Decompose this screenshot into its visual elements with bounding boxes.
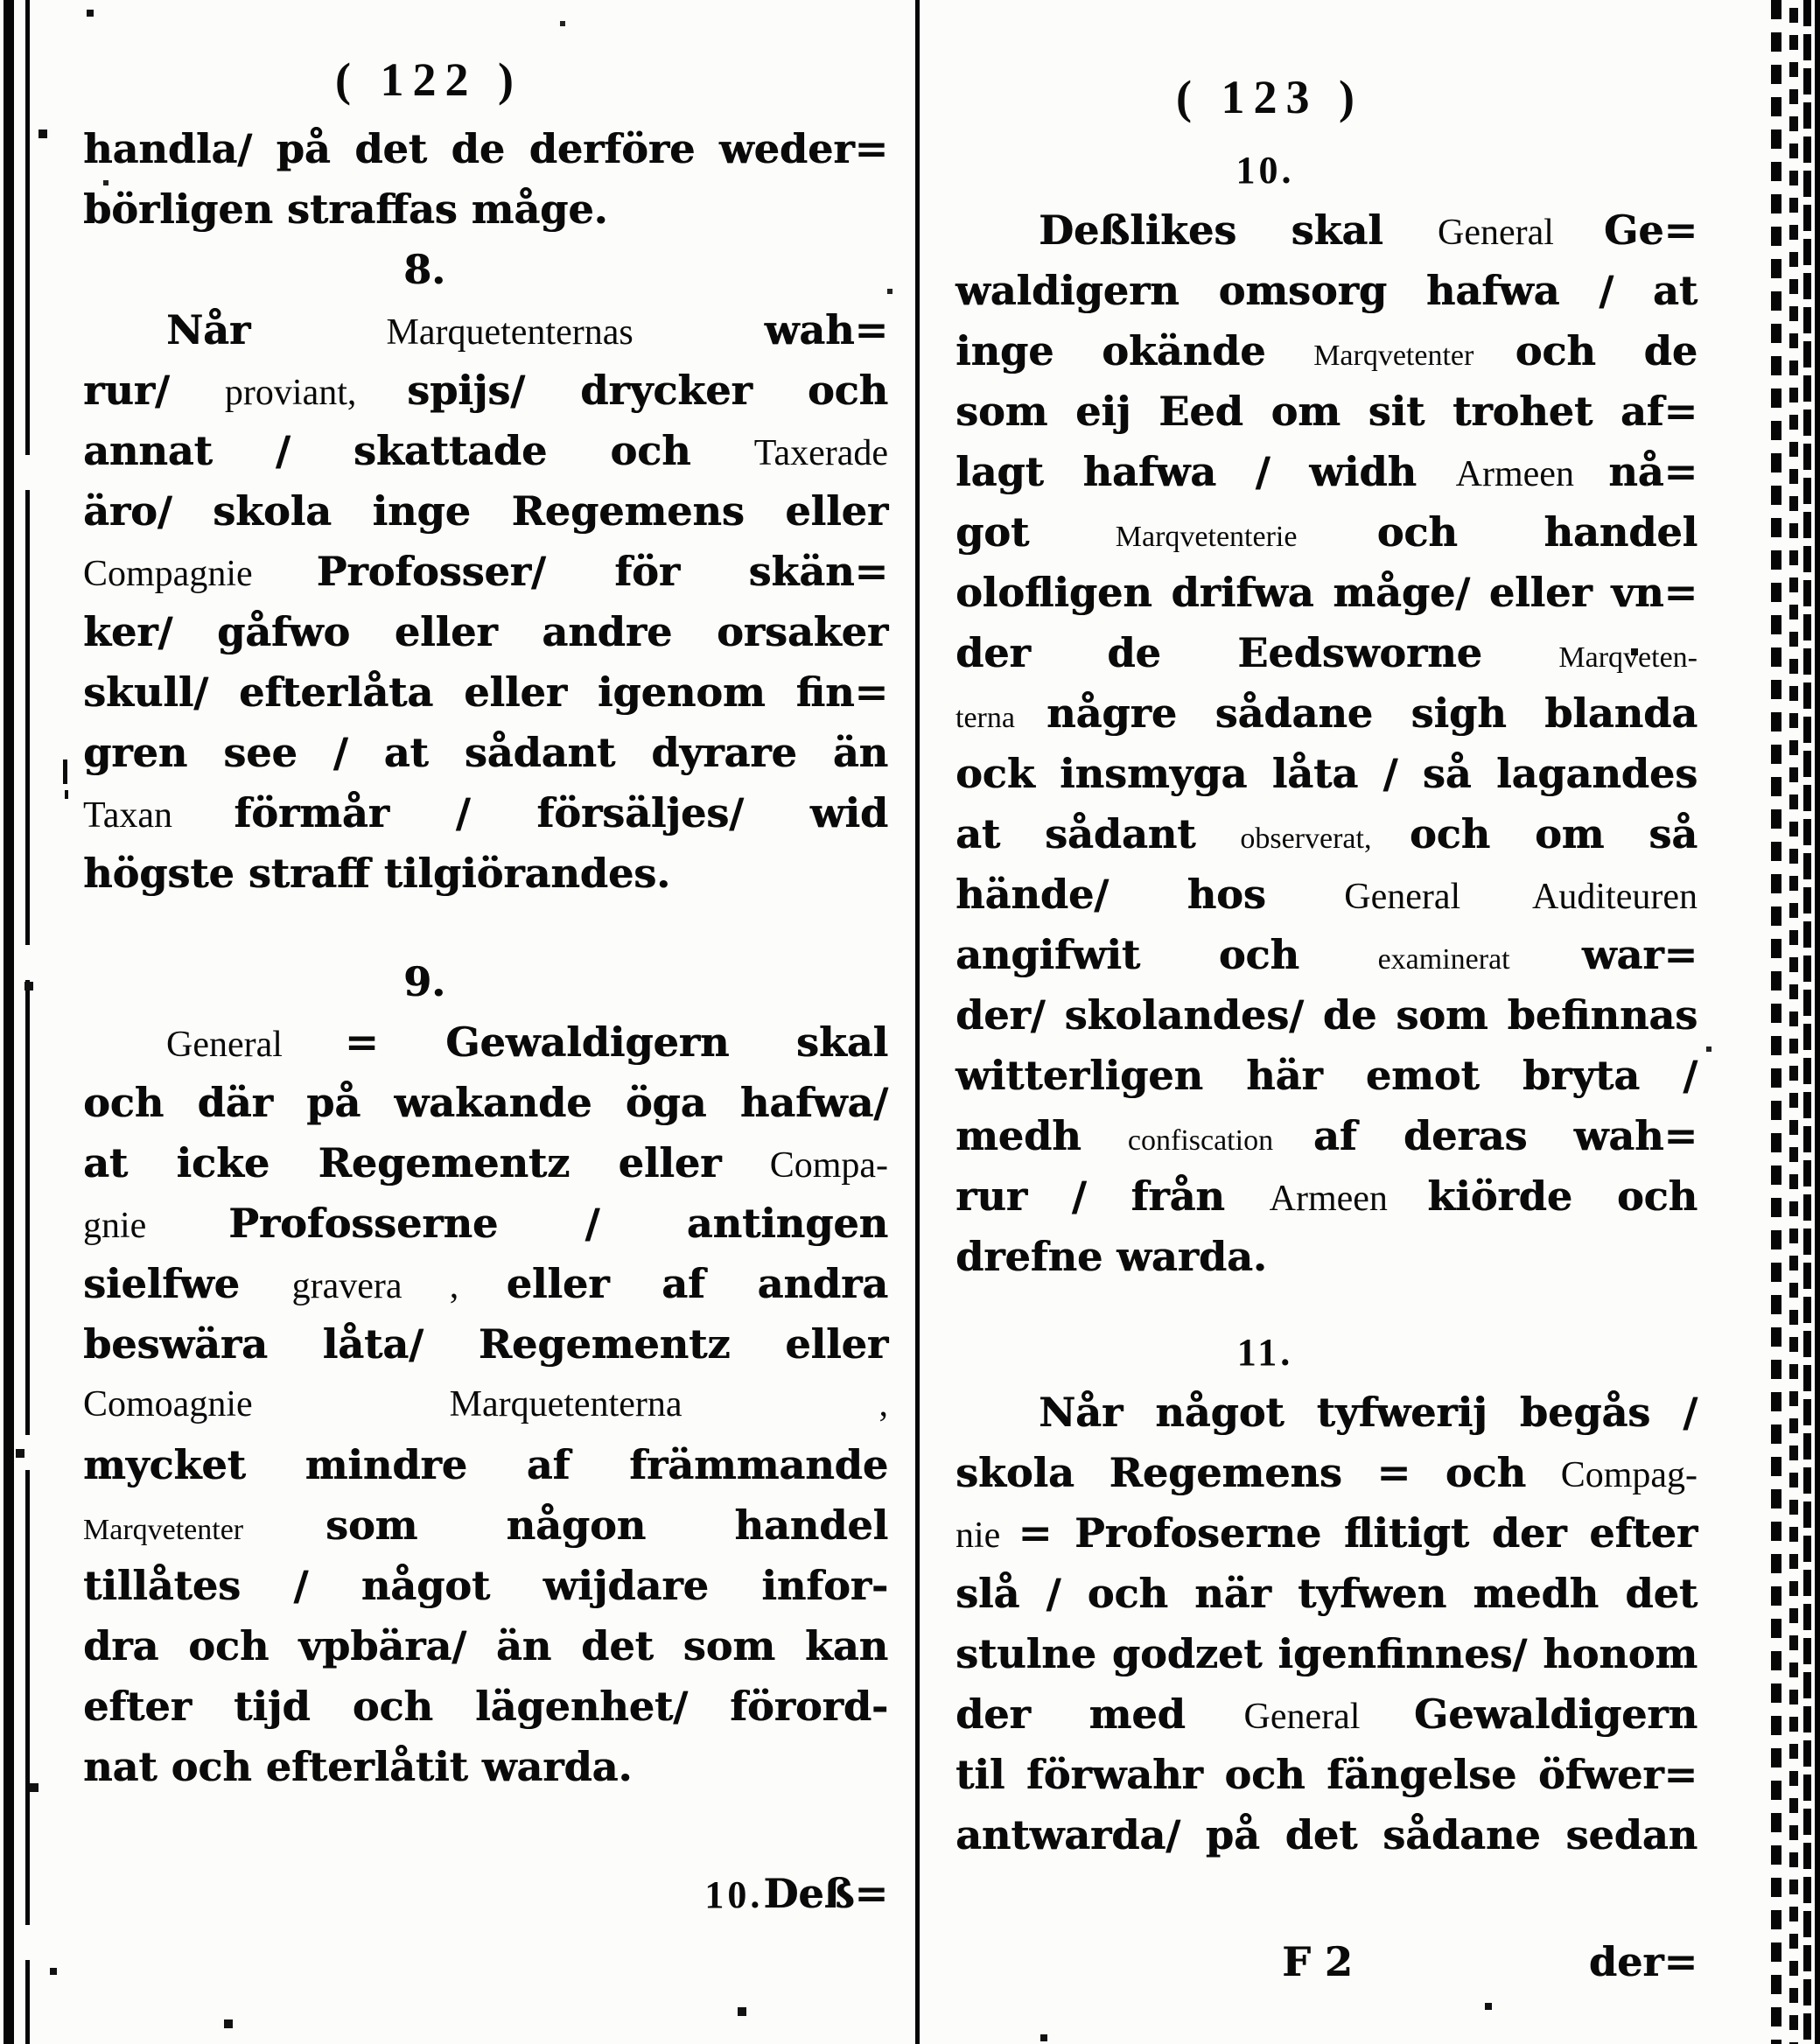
- text-line: [83, 783, 888, 844]
- text-line: [22, 240, 827, 300]
- scan-edge-noise: [1803, 0, 1811, 2044]
- text-line: [83, 1314, 888, 1375]
- text-segment: examinerat: [1377, 943, 1582, 976]
- text-line: [83, 1012, 888, 1073]
- text-line: [956, 1624, 1698, 1684]
- text-line: [956, 1166, 1698, 1227]
- text-segment: witterligen här emot bryta /: [956, 1052, 1698, 1099]
- text-line: [956, 1443, 1698, 1503]
- text-segment: Når något tyfwerij begås /: [1039, 1389, 1698, 1436]
- text-line: [83, 1073, 888, 1133]
- text-segment: förmår / försäljes/ wid: [234, 789, 888, 836]
- text-line: [83, 542, 888, 602]
- text-line: [956, 925, 1698, 985]
- text-line: [956, 200, 1698, 261]
- text-segment: nie: [956, 1516, 1018, 1556]
- text-line: [956, 261, 1698, 321]
- text-segment: rur / från: [956, 1172, 1270, 1220]
- text-segment: eller af andra: [506, 1260, 889, 1307]
- text-segment: stulne godzet igenfinnes/ honom: [956, 1630, 1698, 1677]
- text-line: [83, 1254, 888, 1314]
- text-line: [956, 563, 1698, 623]
- text-line: [956, 1382, 1698, 1443]
- text-line: [83, 1676, 888, 1737]
- text-segment: och handel: [1376, 508, 1698, 556]
- text-segment: nå=: [1608, 448, 1698, 495]
- text-segment: 8.: [402, 246, 446, 293]
- scan-edge-line: [25, 0, 30, 2044]
- text-segment: gravera ,: [291, 1266, 507, 1306]
- text-line: [22, 952, 827, 1012]
- scan-edge-line: [1815, 0, 1820, 2044]
- text-line: [83, 844, 888, 904]
- text-line: [956, 744, 1698, 804]
- text-segment: der med: [956, 1690, 1244, 1738]
- text-line: [956, 1046, 1698, 1106]
- text-segment: som någon handel: [325, 1502, 888, 1549]
- text-segment: General Auditeuren: [1344, 877, 1698, 917]
- text-line: [83, 1133, 888, 1194]
- text-segment: Marquetenternas: [386, 312, 765, 353]
- text-segment: Marqveten-: [1558, 641, 1698, 674]
- text-segment: Taxerade: [753, 433, 888, 473]
- text-line: [83, 602, 888, 662]
- text-line: [83, 1737, 888, 1797]
- text-segment: Deßlikes skal: [1039, 206, 1438, 254]
- text-segment: waldigern omsorg hafwa / at: [956, 267, 1698, 314]
- scan-speck: [65, 790, 68, 799]
- catchword: der=: [1588, 1938, 1698, 1985]
- scan-specks: [0, 0, 5, 5]
- text-segment: nat och efterlåtit warda.: [83, 1743, 633, 1790]
- text-line: [83, 723, 888, 783]
- text-line: [83, 300, 888, 360]
- page-number-right: ( 123 ): [1176, 71, 1363, 123]
- text-segment: börligen straffas måge.: [83, 186, 608, 233]
- text-line: [83, 1194, 888, 1254]
- text-segment: inge okände: [956, 327, 1314, 374]
- text-segment: högste straff tilgiörandes.: [83, 850, 671, 897]
- text-segment: handla/ på det de derföre weder=: [83, 125, 888, 172]
- catchword-row-left: [83, 1864, 888, 1924]
- text-segment: ker/ gåfwo eller andre orsaker: [83, 608, 888, 655]
- text-segment: at icke Regementz eller: [83, 1139, 770, 1186]
- text-segment: = Profoserne flitigt der efter: [1018, 1509, 1698, 1557]
- text-segment: Marqvetenterie: [1115, 521, 1377, 553]
- text-line: [83, 360, 888, 421]
- scan-speck: [63, 760, 67, 784]
- text-line: [83, 1556, 888, 1616]
- text-line: [956, 1564, 1698, 1624]
- catchword-row-right: [956, 1932, 1698, 1992]
- text-segment: skull/ efterlåta eller igenom fin=: [83, 668, 888, 716]
- text-segment: beswära låta/ Regementz eller: [83, 1320, 888, 1368]
- text-line: [956, 1503, 1698, 1564]
- scan-edge-line: [4, 0, 14, 2044]
- text-segment: at sådant: [956, 810, 1241, 858]
- text-segment: äro/ skola inge Regemens eller: [83, 487, 888, 535]
- text-segment: och där på wakande öga hafwa/: [83, 1079, 888, 1126]
- text-line: [956, 985, 1698, 1046]
- text-segment: Marqvetenter: [83, 1514, 326, 1546]
- text-segment: gnie: [83, 1206, 229, 1246]
- text-line: [83, 119, 888, 179]
- text-line: [956, 1106, 1698, 1166]
- text-segment: slå / och när tyfwen medh det: [956, 1570, 1698, 1617]
- text-segment: dra och vpbära/ än det som kan: [83, 1622, 888, 1670]
- text-line: [83, 421, 888, 481]
- text-segment: observerat,: [1240, 822, 1410, 855]
- page-123-text: [956, 140, 1698, 1866]
- text-segment: General: [166, 1025, 345, 1065]
- text-line: [956, 1227, 1698, 1287]
- text-segment: got: [956, 508, 1116, 556]
- text-line: [894, 140, 1636, 200]
- text-segment: och de: [1515, 327, 1698, 374]
- catchword-prefix: 10.: [704, 1873, 764, 1916]
- text-line: [956, 623, 1698, 683]
- text-segment: efter tijd och lägenhet/ förord-: [83, 1683, 888, 1730]
- text-segment: Compagnie: [83, 554, 317, 594]
- text-segment: Compa-: [769, 1145, 888, 1186]
- page-122: [83, 46, 888, 1924]
- text-line: [956, 1805, 1698, 1866]
- text-segment: terna: [956, 702, 1047, 734]
- text-segment: Taxan: [83, 795, 234, 836]
- text-segment: Ge=: [1603, 206, 1698, 254]
- text-segment: annat / skattade och: [83, 427, 754, 474]
- text-segment: til förwahr och fängelse öfwer=: [956, 1751, 1698, 1798]
- text-line: [894, 1322, 1636, 1382]
- text-segment: drefne warda.: [956, 1233, 1267, 1280]
- text-segment: tillåtes / något wijdare infor-: [83, 1562, 888, 1609]
- text-line: [956, 442, 1698, 502]
- text-segment: der de Eedsworne: [956, 629, 1559, 676]
- text-line: [956, 382, 1698, 442]
- text-segment: proviant,: [224, 373, 408, 413]
- text-segment: General: [1438, 213, 1604, 253]
- text-segment: wah=: [764, 306, 888, 354]
- page-divider-rule: [915, 0, 920, 2044]
- text-segment: medh: [956, 1112, 1128, 1159]
- text-segment: kiörde och: [1427, 1172, 1698, 1220]
- text-line: [956, 321, 1698, 382]
- text-segment: af deras wah=: [1312, 1112, 1698, 1159]
- text-line: [83, 1375, 888, 1435]
- text-segment: = Gewaldigern skal: [345, 1018, 888, 1066]
- text-segment: spijs/ drycker och: [407, 367, 888, 414]
- text-segment: 11.: [1236, 1331, 1294, 1374]
- text-line: [956, 804, 1698, 864]
- text-segment: Gewaldigern: [1413, 1690, 1698, 1738]
- text-line: [83, 1435, 888, 1495]
- text-segment: och om så: [1409, 810, 1698, 858]
- text-line: [83, 1616, 888, 1676]
- text-line: [83, 1495, 888, 1556]
- text-segment: 9.: [402, 958, 446, 1005]
- text-line: [956, 1684, 1698, 1745]
- text-line: [956, 864, 1698, 925]
- text-segment: Profosser/ för skän=: [316, 548, 889, 595]
- text-line: [83, 481, 888, 542]
- text-line: [83, 662, 888, 723]
- text-segment: rur/: [83, 367, 225, 414]
- text-segment: skola Regemens = och: [956, 1449, 1561, 1496]
- page-122-text: [83, 119, 888, 1797]
- text-segment: confiscation: [1127, 1124, 1313, 1157]
- page-number-left: ( 122 ): [335, 53, 522, 106]
- text-segment: olofligen drifwa måge/ eller vn=: [956, 569, 1698, 616]
- text-segment: Compag-: [1560, 1455, 1698, 1495]
- text-segment: gren see / at sådant dyrare än: [83, 729, 888, 776]
- text-segment: lagt hafwa / widh: [956, 448, 1456, 495]
- text-segment: mycket mindre af främmande: [83, 1441, 888, 1488]
- scan-edge-noise: [1789, 0, 1798, 2044]
- text-segment: war=: [1581, 931, 1698, 978]
- signature-mark: F 2: [1282, 1938, 1353, 1985]
- page-123: [956, 63, 1698, 1992]
- text-segment: ock insmyga låta / så lagandes: [956, 750, 1698, 797]
- catchword: Deß=: [763, 1870, 888, 1917]
- text-segment: Når: [166, 306, 387, 354]
- text-segment: 10.: [1236, 149, 1295, 192]
- text-segment: Armeen: [1455, 454, 1609, 494]
- text-segment: Comoagnie Marquetenterna ,: [83, 1384, 888, 1424]
- text-line: [956, 683, 1698, 744]
- text-segment: hände/ hos: [956, 871, 1345, 918]
- text-segment: angifwit och: [956, 931, 1378, 978]
- text-segment: Marqvetenter: [1313, 340, 1516, 372]
- text-line: [83, 179, 888, 240]
- text-segment: som eij Eed om sit trohet af=: [956, 388, 1698, 435]
- text-line: [956, 502, 1698, 563]
- scan-edge-noise: [1771, 0, 1782, 2044]
- text-line: [956, 1745, 1698, 1805]
- text-segment: någre sådane sigh blanda: [1046, 690, 1698, 737]
- text-segment: antwarda/ på det sådane sedan: [956, 1811, 1698, 1858]
- text-segment: Profosserne / antingen: [228, 1200, 888, 1247]
- text-segment: sielfwe: [83, 1260, 292, 1307]
- text-segment: der/ skolandes/ de som befinnas: [956, 991, 1698, 1039]
- text-segment: General: [1243, 1697, 1414, 1737]
- text-segment: Armeen: [1269, 1179, 1428, 1219]
